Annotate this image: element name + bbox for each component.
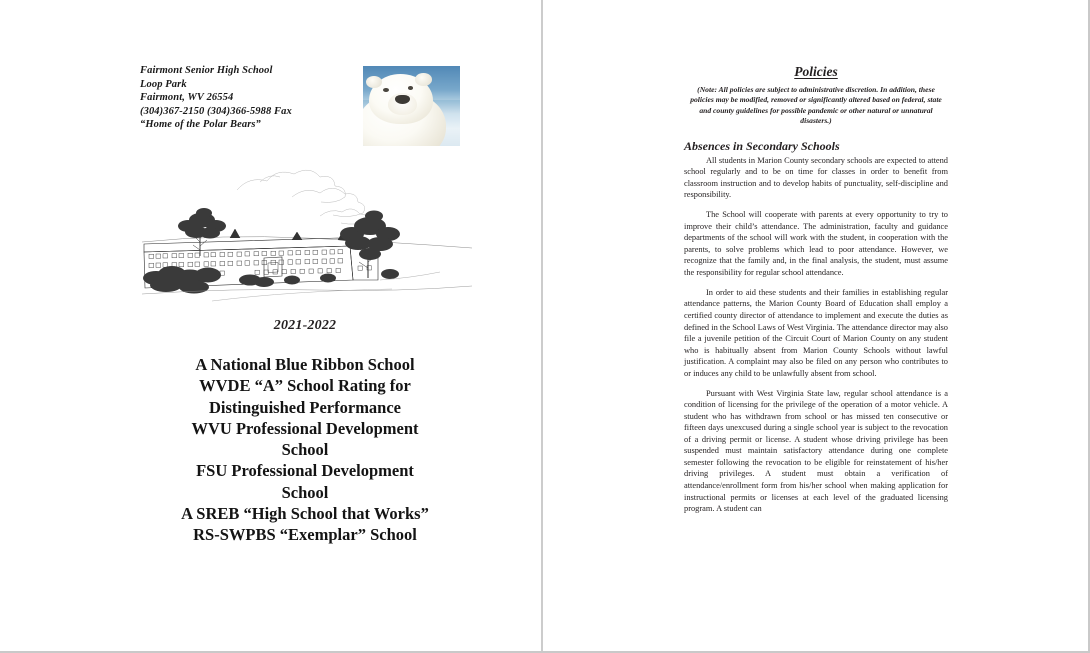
policy-paragraph: Pursuant with West Virginia State law, regular school attendance is a condition of licensing for the privilege of the operation of a motor vehicle. A student who has withdrawn from school or has missed ten consecutive or fifteen days unexcused during a single school year is subject to the revocation of a driving permit or license. A student whose driving privilege has been suspended must maintain satisfactory attendance during one complete semester following the revocation to be eligible for reinstatement of his/her driving privileges. A student must obtain a verification of attendance/enrollment form from his/her school when making application for instructional permits or licenses at each level of the graduated licensing program. A student can xyxy=(684,388,948,514)
award-line: FSU Professional Development xyxy=(196,461,414,481)
policy-paragraph: The School will cooperate with parents at every opportunity to try to improve their child’s attendance. The administration, faculty and guidance departments of the school will work with the student, in cooperation with the parents, to solve problems which lead to poor attendance. However, we recognize that the family and, in the final analysis, the student, must assume the responsibility for regular school attendance. xyxy=(684,210,948,277)
award-line: School xyxy=(281,482,329,502)
school-city-state-zip: Fairmont, WV 26554 xyxy=(140,92,234,104)
awards-list xyxy=(130,354,480,546)
photo-bear-ear-right xyxy=(415,73,431,86)
policy-paragraph: All students in Marion County secondary schools are expected to attend school regularly and to be on time for classes in order to benefit from classroom instruction and to develop habits of punctuality, self-discipline and responsibility. xyxy=(684,155,948,200)
school-phone-fax: (304)367-2150 (304)366-5988 Fax xyxy=(140,105,292,117)
school-address xyxy=(140,64,292,132)
school-motto: “Home of the Polar Bears” xyxy=(140,119,261,131)
award-line: WVU Professional Development xyxy=(191,418,419,438)
policies-note: (Note: All policies are subject to administrative discretion. In addition, these policies may be modified, removed or significantly altered based on federal, state and county guidelines for possible pandemic or other natural or unnatural disasters.) xyxy=(690,85,942,126)
photo-bear-eye-left xyxy=(383,88,389,92)
award-line: A National Blue Ribbon School xyxy=(195,355,415,374)
polar-bear-photo xyxy=(363,66,460,146)
photo-bear-nose xyxy=(395,95,410,104)
award-line: School xyxy=(281,440,329,460)
award-line: A SREB “High School that Works” xyxy=(181,504,429,524)
policies-text-column xyxy=(684,0,948,651)
school-header-block xyxy=(140,64,460,146)
award-line: Distinguished Performance xyxy=(208,397,402,417)
policy-paragraph: In order to aid these students and their families in establishing regular attendance patterns, the Marion County Board of Education shall employ a certified county director of attendance to implement and execute the duties as defined in the School Laws of West Virginia. The attendance director may also file a juvenile petition of the Circuit Court of Marion County on any student who is habitually absent from Marion County Schools without lawful justification. A complaint may also be filed on any person who contributes to or induces any child to be unlawfully absent from school. xyxy=(684,287,948,378)
award-line: RS-SWPBS “Exemplar” School xyxy=(193,525,417,545)
section-heading-absences: Absences in Secondary Schools xyxy=(684,138,840,153)
award-line: WVDE “A” School Rating for xyxy=(199,376,411,396)
school-building-illustration xyxy=(142,168,472,310)
school-year: 2021-2022 xyxy=(273,318,337,333)
page-left-cover xyxy=(0,0,543,651)
school-name: Fairmont Senior High School xyxy=(140,65,273,76)
page-right-policies xyxy=(543,0,1088,651)
policies-title: Policies xyxy=(794,64,838,79)
school-street: Loop Park xyxy=(140,78,187,90)
